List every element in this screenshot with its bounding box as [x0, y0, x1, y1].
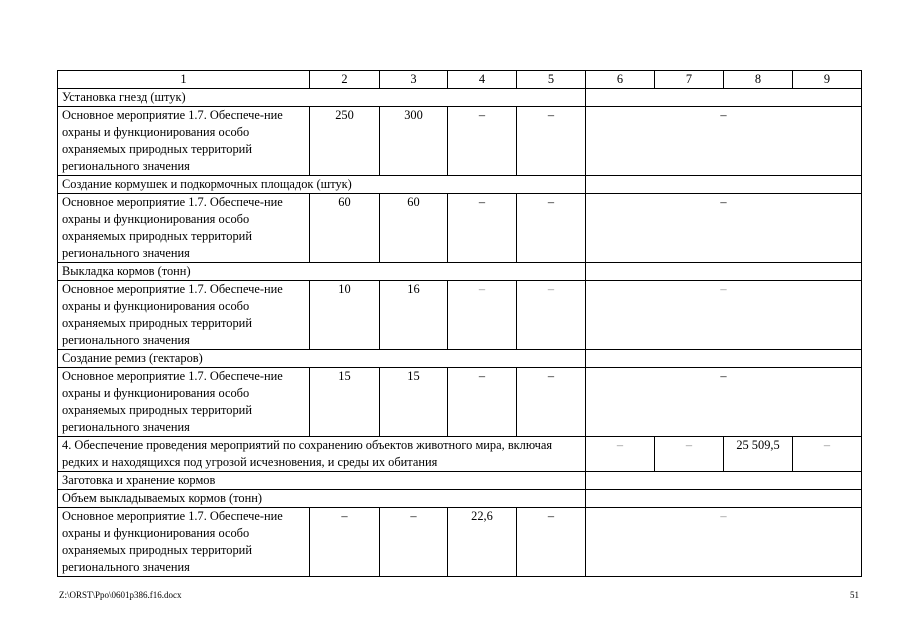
page-number: 51 — [850, 590, 859, 600]
section-row — [58, 263, 862, 281]
footer-file-path: Z:\ORST\Ppo\0601p386.f16.docx — [59, 590, 182, 600]
value-cell: – — [310, 508, 380, 577]
item-4-title: 4. Обеспечение проведения мероприятий по сохранению объектов животного мира, включая редких и находящихся под угрозой исчезновения, и среды их обитания — [58, 437, 586, 472]
value-cell: – — [517, 281, 586, 350]
measure-cell: Основное мероприятие 1.7. Обеспече-ние охраны и функционирования особо охраняемых природных территорий регионального значения — [58, 368, 310, 437]
measure-cell: Основное мероприятие 1.7. Обеспече-ние охраны и функционирования особо охраняемых природных территорий регионального значения — [58, 107, 310, 176]
section-title: Заготовка и хранение кормов — [58, 472, 586, 490]
table-row — [58, 107, 862, 176]
empty-cell — [586, 472, 862, 490]
empty-cell — [586, 176, 862, 194]
value-cell: 10 — [310, 281, 380, 350]
value-cell: 60 — [310, 194, 380, 263]
header-cell: 4 — [448, 71, 517, 89]
section-row — [58, 176, 862, 194]
value-cell: – — [586, 508, 862, 577]
empty-cell — [586, 89, 862, 107]
section-title: Создание кормушек и подкормочных площадок (штук) — [58, 176, 586, 194]
value-cell: – — [586, 281, 862, 350]
table-row — [58, 368, 862, 437]
header-cell: 6 — [586, 71, 655, 89]
value-cell: – — [448, 194, 517, 263]
measure-cell: Основное мероприятие 1.7. Обеспече-ние охраны и функционирования особо охраняемых природных территорий регионального значения — [58, 508, 310, 577]
section-row — [58, 490, 862, 508]
value-cell: – — [517, 107, 586, 176]
item-4-row — [58, 437, 862, 472]
value-cell: 15 — [310, 368, 380, 437]
value-cell: – — [517, 508, 586, 577]
header-cell: 3 — [380, 71, 448, 89]
section-title: Выкладка кормов (тонн) — [58, 263, 586, 281]
value-cell: 15 — [380, 368, 448, 437]
measure-cell: Основное мероприятие 1.7. Обеспече-ние охраны и функционирования особо охраняемых природных территорий регионального значения — [58, 194, 310, 263]
value-cell: 300 — [380, 107, 448, 176]
section-row — [58, 350, 862, 368]
value-cell: 250 — [310, 107, 380, 176]
value-cell: 16 — [380, 281, 448, 350]
value-cell: – — [448, 107, 517, 176]
header-cell: 1 — [58, 71, 310, 89]
value-cell: 22,6 — [448, 508, 517, 577]
header-cell: 8 — [724, 71, 793, 89]
value-cell: – — [586, 107, 862, 176]
value-cell: – — [517, 368, 586, 437]
table-row — [58, 194, 862, 263]
value-cell: – — [793, 437, 862, 472]
value-cell: – — [586, 194, 862, 263]
empty-cell — [586, 263, 862, 281]
table-row — [58, 281, 862, 350]
empty-cell — [586, 490, 862, 508]
header-cell: 9 — [793, 71, 862, 89]
value-cell: – — [448, 368, 517, 437]
value-cell: – — [655, 437, 724, 472]
value-cell: 60 — [380, 194, 448, 263]
section-row — [58, 89, 862, 107]
empty-cell — [586, 350, 862, 368]
section-title: Создание ремиз (гектаров) — [58, 350, 586, 368]
section-row — [58, 472, 862, 490]
data-table — [57, 70, 862, 577]
table-row — [58, 508, 862, 577]
section-title: Установка гнезд (штук) — [58, 89, 586, 107]
header-row — [58, 71, 862, 89]
header-cell: 7 — [655, 71, 724, 89]
value-cell: – — [586, 437, 655, 472]
value-cell: – — [448, 281, 517, 350]
section-title: Объем выкладываемых кормов (тонн) — [58, 490, 586, 508]
value-cell: 25 509,5 — [724, 437, 793, 472]
value-cell: – — [586, 368, 862, 437]
header-cell: 2 — [310, 71, 380, 89]
value-cell: – — [517, 194, 586, 263]
header-cell: 5 — [517, 71, 586, 89]
measure-cell: Основное мероприятие 1.7. Обеспече-ние охраны и функционирования особо охраняемых природных территорий регионального значения — [58, 281, 310, 350]
value-cell: – — [380, 508, 448, 577]
